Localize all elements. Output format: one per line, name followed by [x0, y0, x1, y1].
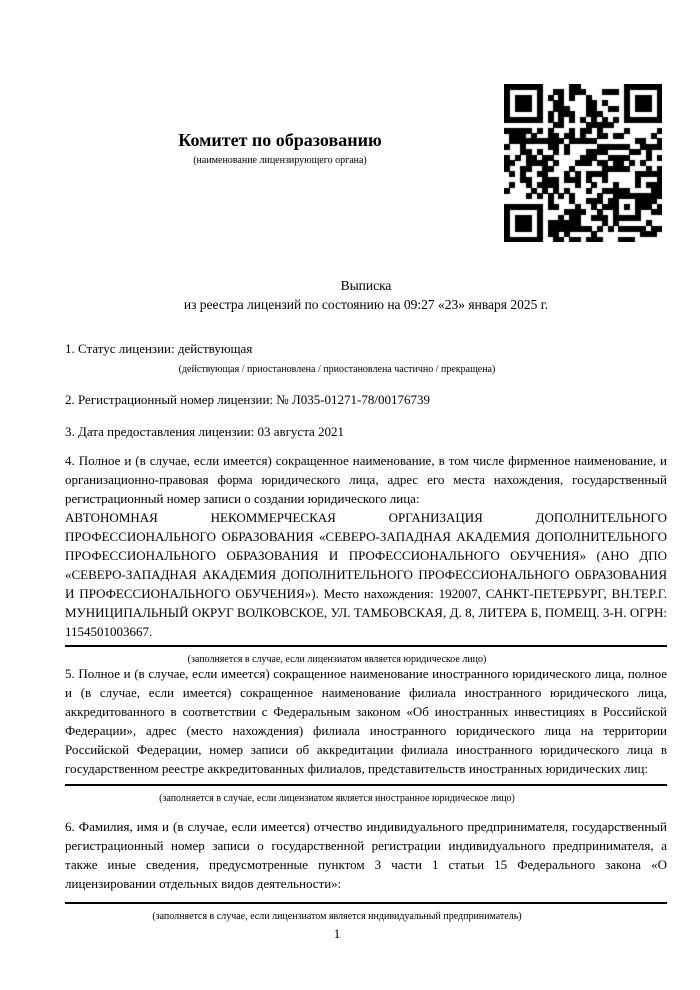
issuer-caption: (наименование лицензирующего органа) [193, 155, 367, 166]
legal-entity-label: 4. Полное и (в случае, если имеется) сокращенное наименование, в том числе фирменное наименование, и организационно-правовая форма юридического лица, адрес его места нахождения, государственный регистрационный номер записи о создании юридического лица: [65, 453, 667, 506]
registration-number-text: 2. Регистрационный номер лицензии: № Л035-01271-78/00176739 [65, 392, 431, 407]
field-license-status [65, 339, 667, 379]
field-entrepreneur [65, 817, 667, 926]
page-number: 1 [333, 926, 341, 941]
entrepreneur-footnote: (заполняется в случае, если лицензиатом является индивидуальный предприниматель) [152, 911, 522, 922]
entrepreneur-label: 6. Фамилия, имя и (в случае, если имеется) отчество индивидуального предпринимателя, государственный регистрационный номер записи о государственной регистрации индивидуального предпринимателя, а также иные сведения, предусмотренные пунктом 3 части 1 статьи 15 Федерального закона «О лицензировании отдельных видов деятельности»: [65, 819, 667, 891]
field-legal-entity [65, 451, 667, 669]
license-status-hint: (действующая / приостановлена / приостановлена частично / прекращена) [178, 364, 496, 375]
issuer-name: Комитет по образованию [178, 130, 382, 150]
legal-entity-value: АВТОНОМНАЯ НЕКОММЕРЧЕСКАЯ ОРГАНИЗАЦИЯ ДОПОЛНИТЕЛЬНОГО ПРОФЕССИОНАЛЬНОГО ОБРАЗОВАНИЯ «СЕВЕРО-ЗАПАДНАЯ АКАДЕМИЯ ДОПОЛНИТЕЛЬНОГО ПРОФЕССИОНАЛЬНОГО ОБРАЗОВАНИЯ И ПРОФЕССИОНАЛЬНОГО ОБУЧЕНИЯ» (АНО ДПО «СЕВЕРО-ЗАПАДНАЯ АКАДЕМИЯ ДОПОЛНИТЕЛЬНОГО ПРОФЕССИОНАЛЬНОГО ОБРАЗОВАНИЯ И ПРОФЕССИОНАЛЬНОГО ОБУЧЕНИЯ»). Место нахождения: 192007, САНКТ-ПЕТЕРБУРГ, ВН.ТЕР.Г. МУНИЦИПАЛЬНЫЙ ОКРУГ ВОЛКОВСКОЕ, УЛ. ТАМБОВСКАЯ, Д. 8, ЛИТЕРА Б, ПОМЕЩ. 3-Н. ОГРН: 1154501003667. [65, 510, 667, 639]
fill-in-line [65, 784, 667, 786]
field-foreign-entity [65, 664, 667, 808]
fill-in-line [65, 645, 667, 647]
field-registration-number [65, 390, 667, 409]
document-subtitle: из реестра лицензий по состоянию на 09:27 «23» января 2025 г. [183, 297, 549, 312]
issuer-header [65, 130, 495, 166]
field-grant-date [65, 422, 667, 441]
qr-code [504, 84, 662, 242]
legal-entity-footnote: (заполняется в случае, если лицензиатом является юридическое лицо) [187, 654, 487, 665]
foreign-entity-footnote: (заполняется в случае, если лицензиатом является иностранное юридическое лицо) [159, 793, 515, 804]
fill-in-line [65, 902, 667, 904]
foreign-entity-label: 5. Полное и (в случае, если имеется) сокращенное наименование иностранного юридического лица, полное и (в случае, если имеется) сокращенное наименование филиала иностранного юридического лица, аккредитованного в соответствии с Федеральным законом «Об иностранных инвестициях в Российской Федерации», адрес (место нахождения) филиала иностранного юридического лица на территории Российской Федерации, номер записи об аккредитации филиала иностранного юридического лица в государственном реестре аккредитованных филиалов, представительств иностранных юридических лиц: [65, 666, 667, 776]
grant-date-text: 3. Дата предоставления лицензии: 03 августа 2021 [65, 424, 345, 439]
license-status-text: 1. Статус лицензии: действующая [65, 341, 253, 356]
document-title: Выписка [340, 278, 392, 293]
document-title-block [65, 276, 667, 314]
